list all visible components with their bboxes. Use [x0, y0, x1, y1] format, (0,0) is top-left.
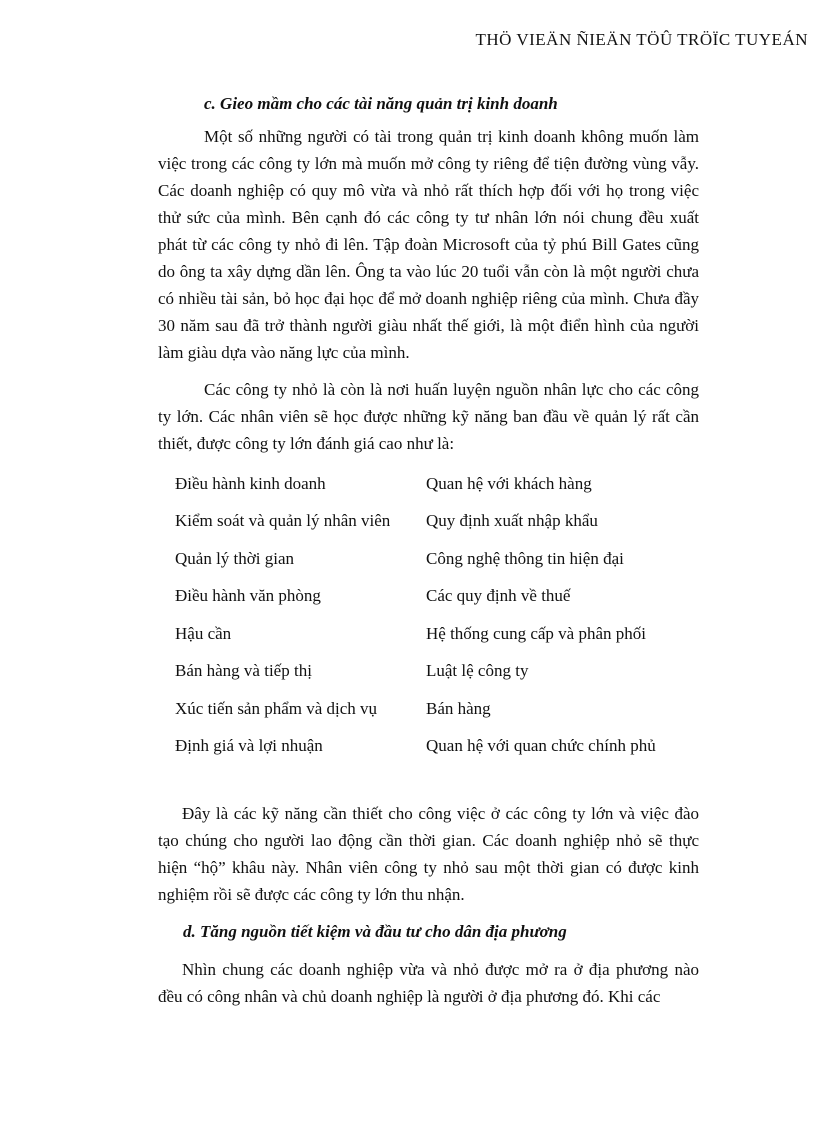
skill-left: Bán hàng và tiếp thị	[175, 661, 312, 680]
section-c-paragraph-1: Một số những người có tài trong quản trị kinh doanh không muốn làm việc trong các công ty lớn mà muốn mở công ty riêng để tiện đường vùng vẫy. Các doanh nghiệp có quy mô vừa và nhỏ rất thích hợp đối với họ trong việc thử sức của mình. Bên cạnh đó các công ty tư nhân lớn nói chung đều xuất phát từ các công ty nhỏ đi lên. Tập đoàn Microsoft của tỷ phú Bill Gates cũng do ông ta xây dựng dần lên. Ông ta vào lúc 20 tuổi vẫn còn là một người chưa có nhiều tài sản, bỏ học đại học để mở doanh nghiệp riêng của mình. Chưa đầy 30 năm sau đã trở thành người giàu nhất thế giới, là một điển hình của người làm giàu dựa vào năng lực của mình.	[158, 127, 699, 362]
skill-right: Công nghệ thông tin hiện đại	[426, 549, 624, 568]
skill-left: Điều hành văn phòng	[175, 586, 321, 605]
skill-right: Luật lệ công ty	[426, 661, 529, 680]
skill-right: Quy định xuất nhập khẩu	[426, 511, 598, 530]
skill-right: Các quy định về thuế	[426, 586, 571, 605]
skill-right: Bán hàng	[426, 699, 491, 718]
skill-left: Quản lý thời gian	[175, 549, 294, 568]
skill-left: Xúc tiến sản phẩm và dịch vụ	[175, 699, 378, 718]
section-d-heading: d. Tăng nguồn tiết kiệm và đầu tư cho dân địa phương	[183, 922, 567, 941]
page-header: THÖ VIEÄN ÑIEÄN TÖÛ TRÖÏC TUYEÁN	[475, 30, 808, 49]
skill-right: Quan hệ với quan chức chính phủ	[426, 736, 656, 755]
skill-left: Hậu cần	[175, 624, 232, 643]
skill-right: Hệ thống cung cấp và phân phối	[426, 624, 646, 643]
skill-left: Điều hành kinh doanh	[175, 474, 326, 493]
skill-right: Quan hệ với khách hàng	[426, 474, 592, 493]
skill-left: Kiểm soát và quản lý nhân viên	[175, 511, 391, 530]
skill-left: Định giá và lợi nhuận	[175, 736, 323, 755]
section-c-paragraph-3: Đây là các kỹ năng cần thiết cho công việc ở các công ty lớn và việc đào tạo chúng cho người lao động cần thời gian. Các doanh nghiệp nhỏ sẽ thực hiện “hộ” khâu này. Nhân viên công ty nhỏ sau một thời gian có được kinh nghiệm rồi sẽ được các công ty lớn thu nhận.	[158, 804, 699, 904]
section-d-paragraph-1: Nhìn chung các doanh nghiệp vừa và nhỏ được mở ra ở địa phương nào đều có công nhân và chủ doanh nghiệp là người ở địa phương đó. Khi các	[158, 960, 699, 1006]
section-c-heading: c. Gieo mầm cho các tài năng quản trị kinh doanh	[204, 94, 558, 113]
section-c-paragraph-2: Các công ty nhỏ là còn là nơi huấn luyện nguồn nhân lực cho các công ty lớn. Các nhân viên sẽ học được những kỹ năng ban đầu về quản lý rất cần thiết, được công ty lớn đánh giá cao như là:	[158, 380, 699, 453]
